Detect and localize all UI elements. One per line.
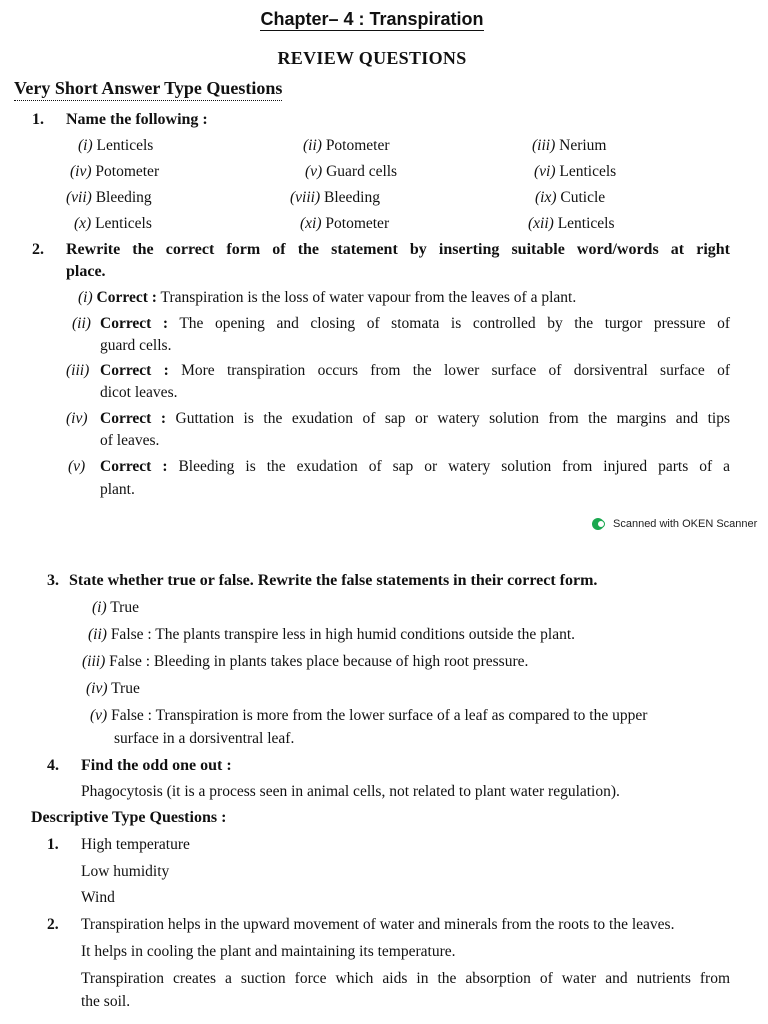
q3-item: (iii) False : Bleeding in plants takes place because of high root pressure.	[82, 653, 529, 670]
chapter-title	[0, 9, 744, 30]
q1-number: 1.	[32, 111, 44, 128]
q2-item-number: (iv)	[66, 410, 88, 427]
q3-item: (ii) False : The plants transpire less in high humid conditions outside the plant.	[88, 626, 576, 643]
d2-paragraph: Transpiration helps in the upward movement of water and minerals from the roots to the leaves.	[81, 916, 675, 933]
q2-item-cont: guard cells.	[100, 337, 172, 354]
d1-line: Wind	[81, 889, 115, 906]
q2-item: Correct : More transpiration occurs from the lower surface of dorsiventral surface of	[100, 362, 731, 379]
q2-item: Correct : The opening and closing of stomata is controlled by the turgor pressure of	[100, 315, 730, 332]
q1-item: (ix) Cuticle	[535, 189, 606, 206]
d2-number: 2.	[47, 916, 59, 933]
q3-title: State whether true or false. Rewrite the false statements in their correct form.	[69, 572, 598, 589]
q2-item: Correct : Bleeding is the exudation of sap or watery solution from injured parts of a	[100, 458, 731, 475]
q1-item: (ii) Potometer	[303, 137, 390, 154]
q3-item-cont: surface in a dorsiventral leaf.	[114, 730, 295, 747]
d1-line: Low humidity	[81, 863, 170, 880]
q1-item: (viii) Bleeding	[290, 189, 380, 206]
q2-item: Correct : Guttation is the exudation of sap or watery solution from the margins and tips	[100, 410, 730, 427]
q3-item: (v) False : Transpiration is more from the lower surface of a leaf as compared to the upper	[90, 707, 648, 724]
q1-item: (x) Lenticels	[74, 215, 152, 232]
q1-item: (i) Lenticels	[78, 137, 154, 154]
q2-number: 2.	[32, 241, 44, 258]
q1-item: (xii) Lenticels	[528, 215, 615, 232]
q2-item: (i) Correct : Transpiration is the loss of water vapour from the leaves of a plant.	[78, 289, 577, 306]
q1-item: (vi) Lenticels	[534, 163, 617, 180]
q1-item: (xi) Potometer	[300, 215, 390, 232]
q4-title: Find the odd one out :	[81, 757, 232, 774]
descriptive-heading: Descriptive Type Questions :	[31, 809, 227, 826]
d2-paragraph-cont: the soil.	[81, 993, 131, 1010]
q3-number: 3.	[47, 572, 59, 589]
very-short-heading: Very Short Answer Type Questions	[14, 78, 282, 101]
q4-answer: Phagocytosis (it is a process seen in animal cells, not related to plant water regulation).	[81, 783, 620, 800]
q2-item-number: (ii)	[72, 315, 91, 332]
review-questions-heading: REVIEW QUESTIONS	[277, 48, 467, 68]
q3-item: (i) True	[92, 599, 139, 616]
d1-line: High temperature	[81, 836, 190, 853]
q1-item: (iv) Potometer	[70, 163, 160, 180]
q1-item: (iii) Nerium	[532, 137, 607, 154]
scanner-text: Scanned with OKEN Scanner	[613, 518, 758, 530]
d1-number: 1.	[47, 836, 59, 853]
q4-number: 4.	[47, 757, 59, 774]
scanner-watermark	[592, 518, 757, 530]
q1-item: (vii) Bleeding	[66, 189, 152, 206]
d2-paragraph: It helps in cooling the plant and maintaining its temperature.	[81, 943, 456, 960]
q2-item-number: (iii)	[66, 362, 90, 379]
q2-title-cont: place.	[66, 263, 106, 280]
q2-item-cont: dicot leaves.	[100, 384, 178, 401]
q2-item-number: (v)	[68, 458, 86, 475]
q2-item-cont: plant.	[100, 481, 135, 498]
q1-title: Name the following :	[66, 111, 208, 128]
d2-paragraph: Transpiration creates a suction force which aids in the absorption of water and nutrients from	[81, 970, 730, 987]
chapter-title-text: Chapter– 4 : Transpiration	[260, 9, 484, 29]
q2-item-cont: of leaves.	[100, 432, 160, 449]
q1-item: (v) Guard cells	[305, 163, 398, 180]
scanner-logo-icon	[592, 518, 608, 530]
q3-item: (iv) True	[86, 680, 140, 697]
q2-title: Rewrite the correct form of the statement by inserting suitable word/words at right	[66, 241, 730, 258]
